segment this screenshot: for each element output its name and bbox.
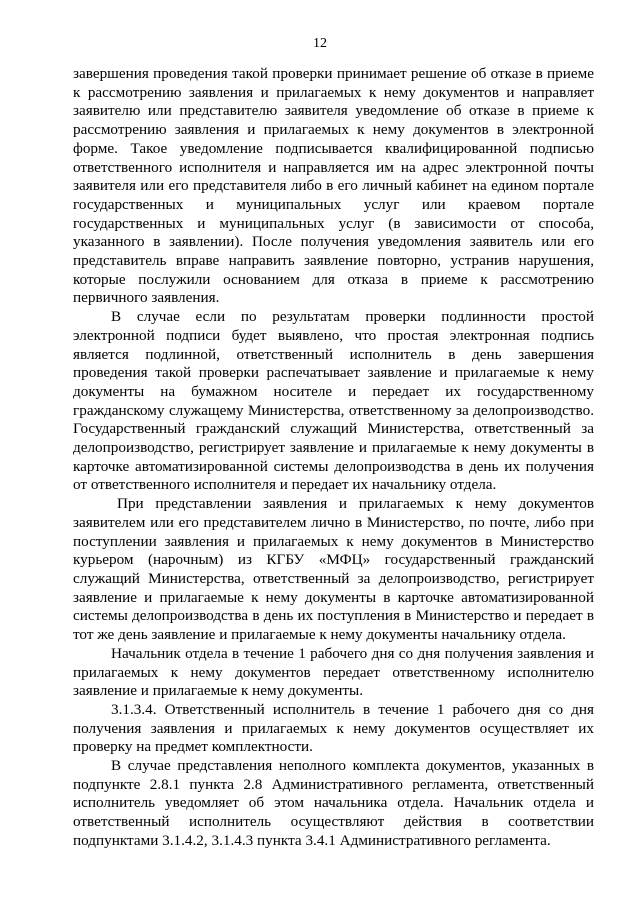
paragraph-head-of-department: Начальник отдела в течение 1 рабочего дня со дня получения заявления и прилагаемых к нему документов передает ответственному исполнителю заявление и прилагаемые к нему документы. (73, 644, 594, 700)
paragraph-section-3-1-3-4: 3.1.3.4. Ответственный исполнитель в течение 1 рабочего дня со дня получения заявления и прилагаемых к нему документов осуществляет их проверку на предмет комплектности. (73, 700, 594, 756)
paragraph-incomplete-documents: В случае представления неполного комплекта документов, указанных в подпункте 2.8.1 пункта 2.8 Административного регламента, ответственный исполнитель уведомляет об этом начальника отдела. Начальник отдела и ответственный исполнитель осуществляют действия в соответствии подпунктами 3.1.4.2, 3.1.4.3 пункта 3.4.1 Административного регламента. (73, 757, 594, 849)
paragraph-refusal-notice: завершения проведения такой проверки принимает решение об отказе в приеме к рассмотрению заявления и прилагаемых к нему документов и направляет заявителю или представителю заявителя уведомление об отказе в приеме к рассмотрению заявления и прилагаемых к нему документов в электронной форме. Такое уведомление подписывается квалифицированной подписью ответственного исполнителя и направляется им на адрес электронной почты заявителя или его представителя либо в его личный кабинет на едином портале государственных и муниципальных услуг или краевом портале государственных и муниципальных услуг (в зависимости от способа, указанного в заявлении). После получения уведомления заявитель или его представитель вправе направить заявление повторно, устранив нарушения, которые послужили основанием для отказа в приеме к рассмотрению первичного заявления. (73, 65, 594, 307)
paragraph-in-person-submission: При представлении заявления и прилагаемых к нему документов заявителем или его представителем лично в Министерство, по почте, либо при поступлении заявления и прилагаемых к нему документов в Министерство курьером (нарочным) из КГБУ «МФЦ» государственный гражданский служащий Министерства, ответственный за делопроизводство, регистрирует заявление и прилагаемые к нему документы в карточке автоматизированной системы делопроизводства в день их поступления в Министерство и передает в тот же день заявление и прилагаемые к нему документы начальнику отдела. (73, 495, 594, 644)
document-body (73, 65, 594, 851)
paragraph-signature-valid: В случае если по результатам проверки подлинности простой электронной подписи будет выявлено, что простая электронная подпись является подлинной, ответственный исполнитель в день завершения проведения такой проверки распечатывает заявление и прилагаемые к нему документы на бумажном носителе и передает их государственному гражданскому служащему Министерства, ответственному за делопроизводство. Государственный гражданский служащий Министерства, ответственный за делопроизводство, регистрирует заявление и прилагаемые к нему документы в карточке автоматизированной системы делопроизводства в день их получения от ответственного исполнителя и передает их начальнику отдела. (73, 308, 594, 494)
page-number: 12 (313, 36, 327, 51)
